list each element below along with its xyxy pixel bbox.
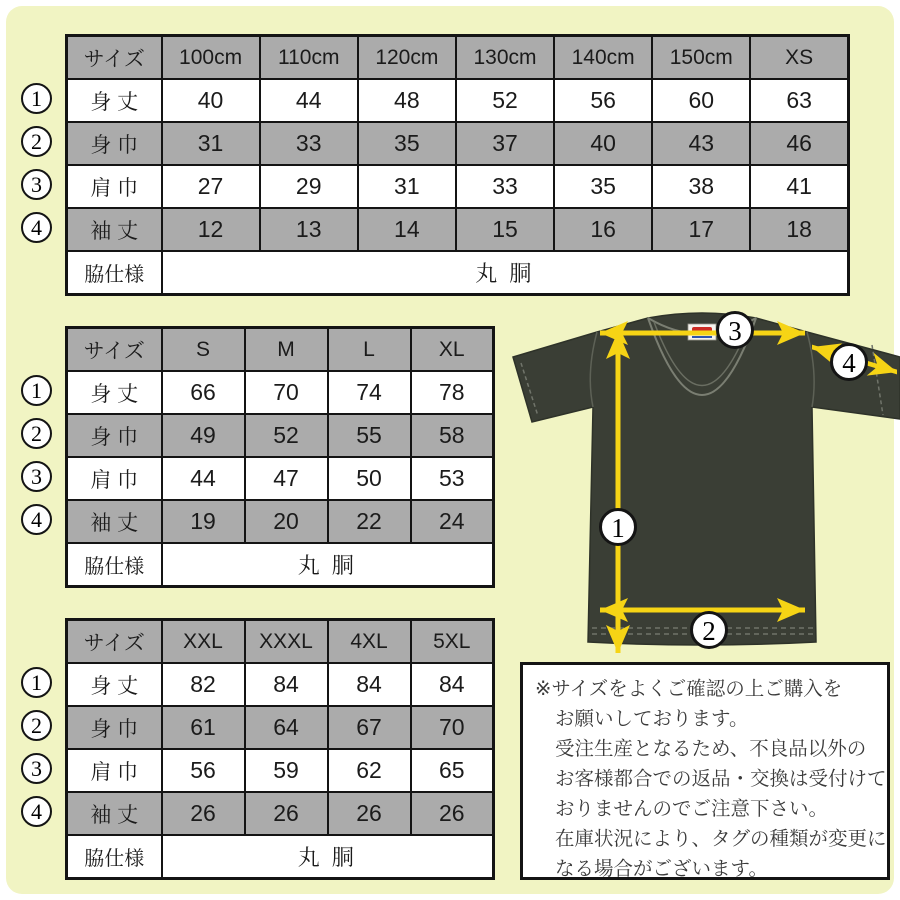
size-column-header: M (245, 328, 328, 372)
row-marker-1: 1 (21, 667, 52, 698)
table-row (67, 122, 849, 165)
side-spec-label: 脇仕様 (67, 543, 162, 587)
size-value: 58 (411, 414, 494, 457)
size-value: 70 (245, 371, 328, 414)
size-column-header: サイズ (67, 328, 162, 372)
size-value: 16 (554, 208, 652, 251)
size-table-s-xl (65, 326, 495, 588)
size-value: 43 (652, 122, 750, 165)
size-value: 47 (245, 457, 328, 500)
svg-text:4: 4 (842, 348, 856, 378)
diagram-marker-2 (692, 613, 727, 648)
size-column-header: 5XL (411, 620, 494, 664)
row-label: 袖 丈 (67, 792, 162, 835)
size-table (65, 618, 495, 880)
table-row (67, 371, 494, 414)
row-label: 身 丈 (67, 371, 162, 414)
size-value: 62 (328, 749, 411, 792)
size-value: 70 (411, 706, 494, 749)
table-footer-row (67, 835, 494, 879)
size-value: 60 (652, 79, 750, 122)
table-row (67, 706, 494, 749)
size-column-header: XS (750, 36, 848, 80)
size-value: 63 (750, 79, 848, 122)
size-value: 41 (750, 165, 848, 208)
purchase-notice-box (520, 662, 890, 880)
size-value: 24 (411, 500, 494, 543)
size-column-header: XXL (162, 620, 245, 664)
size-value: 15 (456, 208, 554, 251)
size-column-header: サイズ (67, 620, 162, 664)
notice-line: 在庫状況により、タグの種類が変更に (555, 828, 887, 850)
notice-line: お願いしております。 (555, 708, 749, 730)
row-marker-4: 4 (21, 796, 52, 827)
size-column-header: S (162, 328, 245, 372)
size-value: 26 (245, 792, 328, 835)
size-value: 40 (162, 79, 260, 122)
row-label: 身 巾 (67, 122, 162, 165)
size-value: 29 (260, 165, 358, 208)
size-value: 55 (328, 414, 411, 457)
size-value: 64 (245, 706, 328, 749)
size-value: 50 (328, 457, 411, 500)
size-column-header: 130cm (456, 36, 554, 80)
size-value: 56 (162, 749, 245, 792)
size-value: 31 (358, 165, 456, 208)
row-marker-2: 2 (21, 710, 52, 741)
size-value: 44 (260, 79, 358, 122)
table-row (67, 500, 494, 543)
size-value: 61 (162, 706, 245, 749)
size-column-header: XXXL (245, 620, 328, 664)
table-row (67, 208, 849, 251)
size-value: 74 (328, 371, 411, 414)
table-row (67, 663, 494, 706)
row-label: 身 丈 (67, 79, 162, 122)
notice-line: ※サイズをよくご確認の上ご購入を (535, 678, 843, 700)
size-value: 33 (260, 122, 358, 165)
size-table-kids-xs (65, 34, 850, 296)
size-value: 35 (358, 122, 456, 165)
size-value: 37 (456, 122, 554, 165)
size-value: 22 (328, 500, 411, 543)
size-table (65, 34, 850, 296)
size-table (65, 326, 495, 588)
row-marker-3: 3 (21, 461, 52, 492)
row-label: 身 丈 (67, 663, 162, 706)
diagram-marker-4 (832, 345, 867, 380)
notice-line: なる場合がございます。 (555, 858, 768, 880)
row-marker-3: 3 (21, 753, 52, 784)
size-value: 38 (652, 165, 750, 208)
side-spec-value: 丸 胴 (162, 251, 849, 295)
svg-text:2: 2 (702, 616, 716, 646)
row-marker-1: 1 (21, 83, 52, 114)
row-marker-2: 2 (21, 418, 52, 449)
row-marker-2: 2 (21, 126, 52, 157)
table-row (67, 79, 849, 122)
size-value: 14 (358, 208, 456, 251)
table-row (67, 414, 494, 457)
table-footer-row (67, 251, 849, 295)
size-value: 19 (162, 500, 245, 543)
tshirt-measurement-diagram (500, 295, 900, 665)
notice-line: お客様都合での返品・交換は受付けて (555, 768, 887, 790)
size-value: 84 (411, 663, 494, 706)
side-spec-label: 脇仕様 (67, 251, 162, 295)
size-value: 52 (245, 414, 328, 457)
size-value: 27 (162, 165, 260, 208)
row-label: 身 巾 (67, 414, 162, 457)
size-table-xxl-5xl (65, 618, 495, 880)
diagram-marker-3 (718, 313, 753, 348)
size-value: 56 (554, 79, 652, 122)
size-value: 52 (456, 79, 554, 122)
table-row (67, 165, 849, 208)
size-value: 17 (652, 208, 750, 251)
row-label: 肩 巾 (67, 165, 162, 208)
side-spec-value: 丸 胴 (162, 543, 494, 587)
size-value: 48 (358, 79, 456, 122)
size-value: 84 (328, 663, 411, 706)
svg-text:3: 3 (728, 316, 742, 346)
row-marker-4: 4 (21, 212, 52, 243)
size-value: 49 (162, 414, 245, 457)
size-value: 35 (554, 165, 652, 208)
row-label: 袖 丈 (67, 208, 162, 251)
notice-line: おりませんのでご注意下さい。 (555, 798, 829, 820)
size-value: 31 (162, 122, 260, 165)
side-spec-value: 丸 胴 (162, 835, 494, 879)
size-value: 26 (328, 792, 411, 835)
svg-text:1: 1 (611, 513, 625, 543)
size-value: 12 (162, 208, 260, 251)
size-column-header: 100cm (162, 36, 260, 80)
size-value: 18 (750, 208, 848, 251)
side-spec-label: 脇仕様 (67, 835, 162, 879)
row-marker-3: 3 (21, 169, 52, 200)
row-marker-1: 1 (21, 375, 52, 406)
size-column-header: 140cm (554, 36, 652, 80)
size-value: 66 (162, 371, 245, 414)
size-value: 84 (245, 663, 328, 706)
size-value: 13 (260, 208, 358, 251)
table-row (67, 749, 494, 792)
size-value: 46 (750, 122, 848, 165)
size-value: 44 (162, 457, 245, 500)
size-value: 40 (554, 122, 652, 165)
size-column-header: L (328, 328, 411, 372)
size-value: 65 (411, 749, 494, 792)
size-value: 26 (411, 792, 494, 835)
size-value: 53 (411, 457, 494, 500)
size-column-header: 150cm (652, 36, 750, 80)
row-marker-4: 4 (21, 504, 52, 535)
size-value: 59 (245, 749, 328, 792)
table-row (67, 792, 494, 835)
size-column-header: サイズ (67, 36, 162, 80)
table-row (67, 457, 494, 500)
size-value: 26 (162, 792, 245, 835)
size-column-header: 4XL (328, 620, 411, 664)
size-value: 20 (245, 500, 328, 543)
row-label: 肩 巾 (67, 749, 162, 792)
notice-line: 受注生産となるため、不良品以外の (555, 738, 867, 760)
size-value: 78 (411, 371, 494, 414)
size-column-header: 110cm (260, 36, 358, 80)
size-column-header: 120cm (358, 36, 456, 80)
row-label: 肩 巾 (67, 457, 162, 500)
diagram-marker-1 (601, 510, 636, 545)
table-footer-row (67, 543, 494, 587)
size-value: 33 (456, 165, 554, 208)
row-label: 袖 丈 (67, 500, 162, 543)
size-value: 67 (328, 706, 411, 749)
row-label: 身 巾 (67, 706, 162, 749)
size-value: 82 (162, 663, 245, 706)
size-column-header: XL (411, 328, 494, 372)
